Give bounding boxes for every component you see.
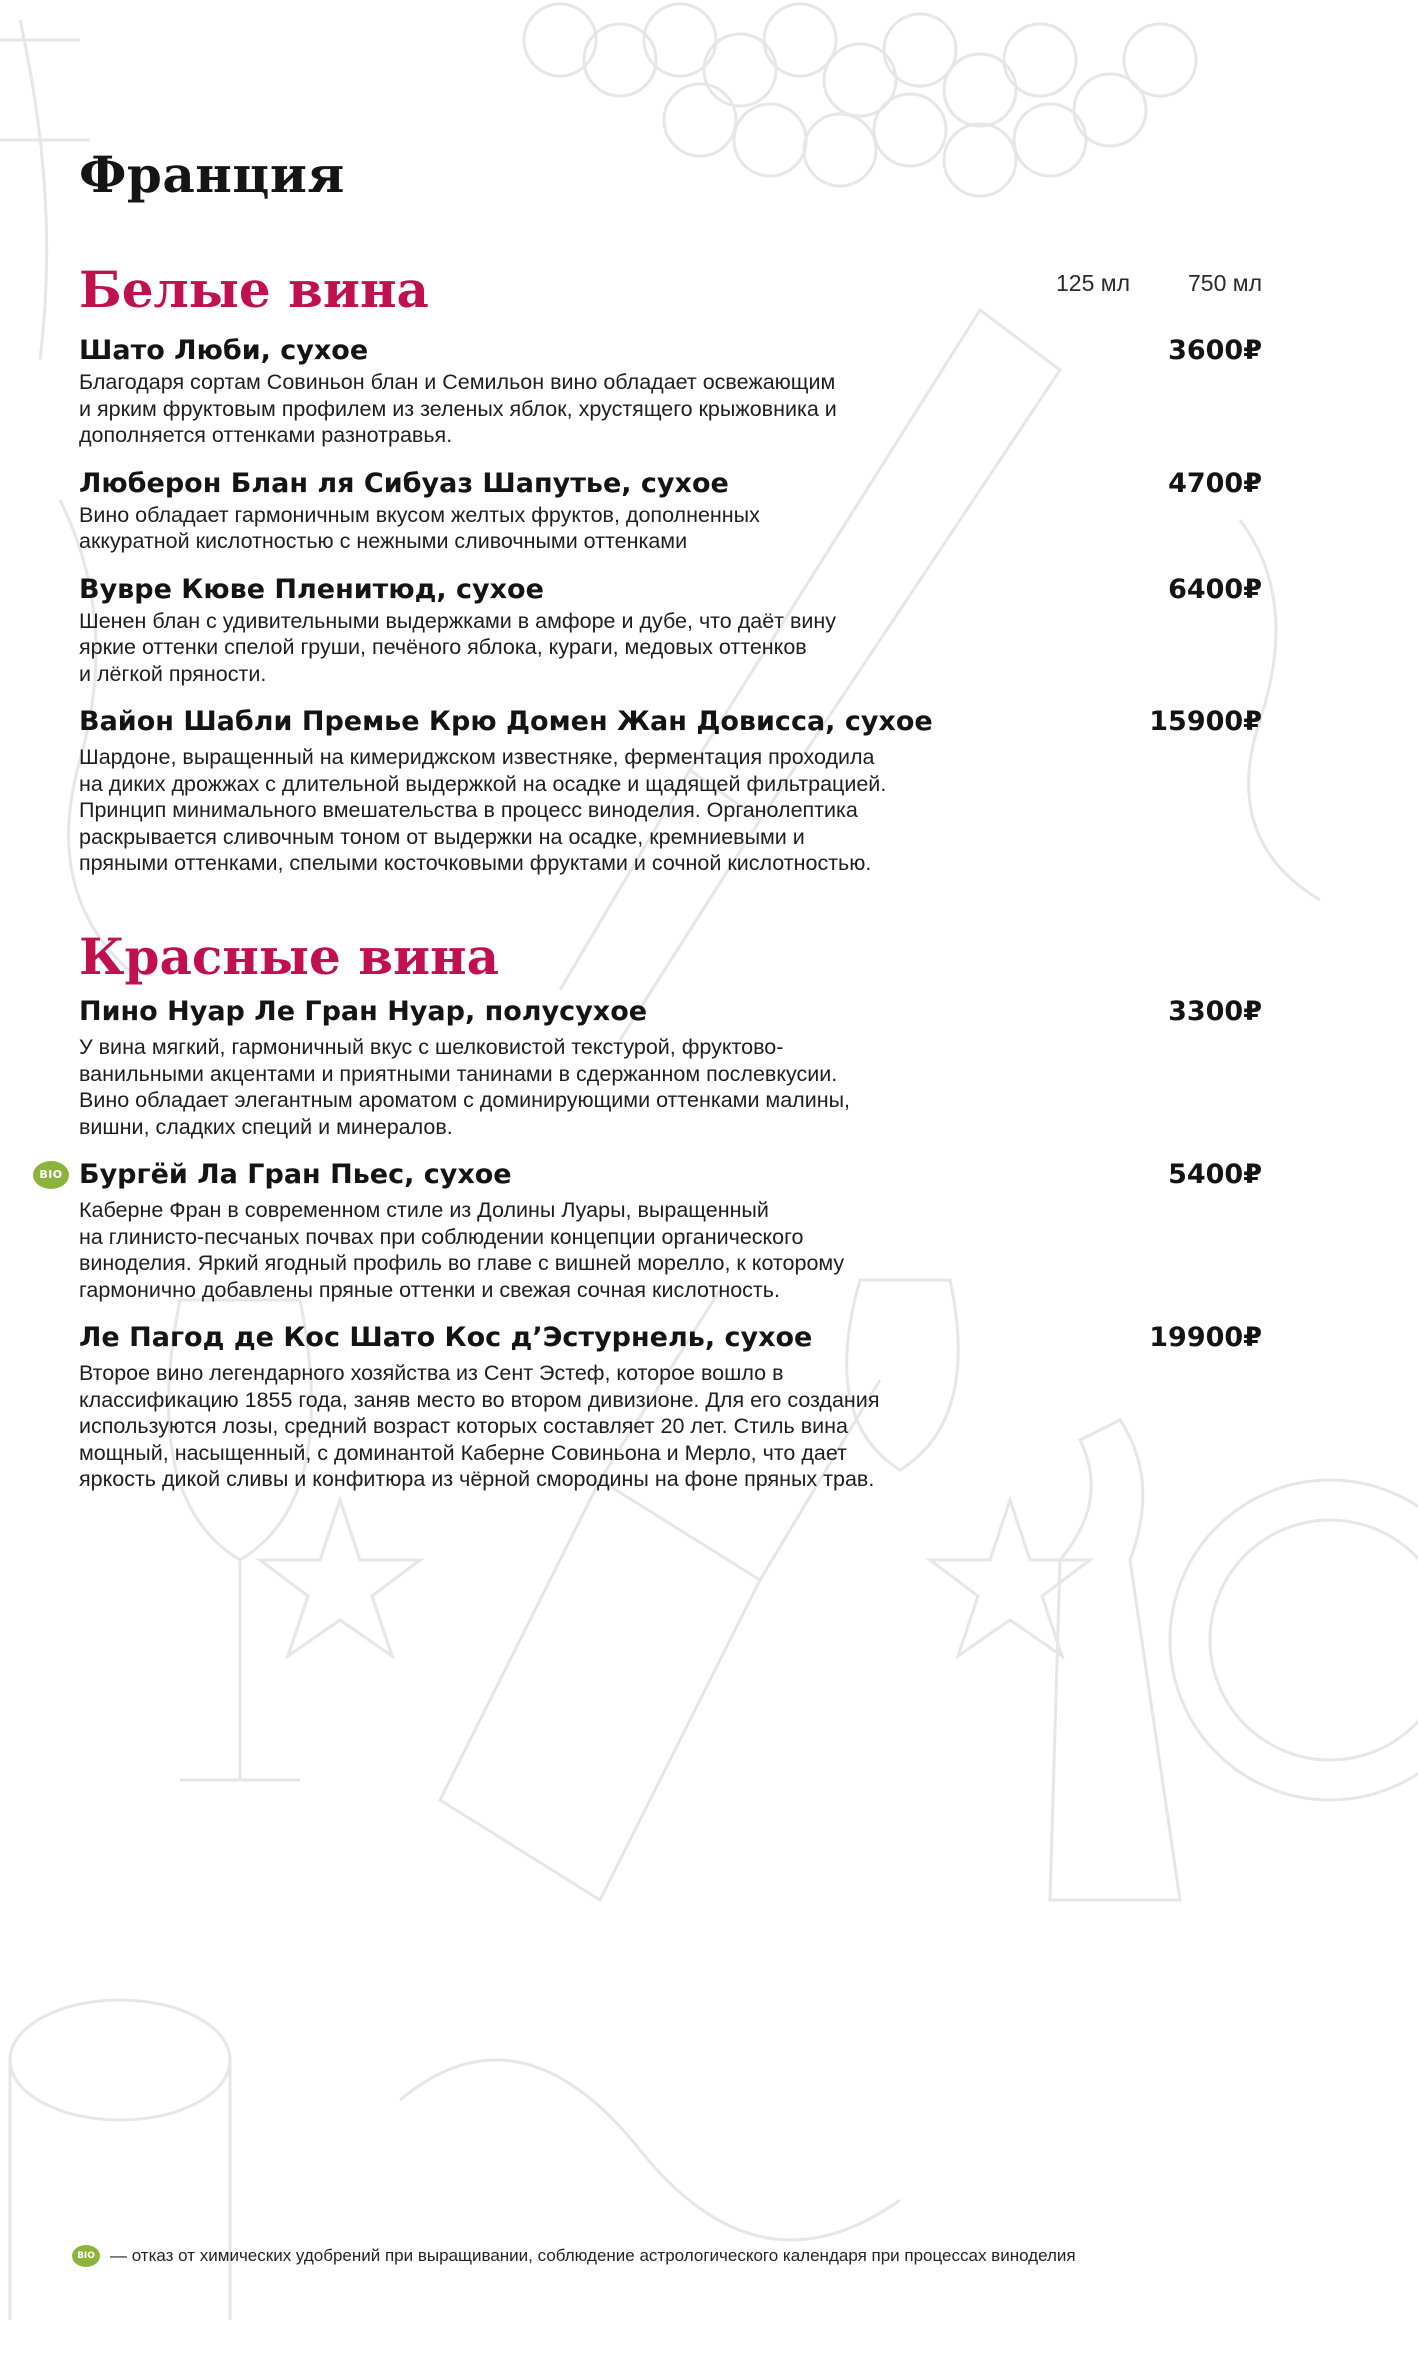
wine-item	[79, 1320, 1264, 1493]
wine-price: 4700₽	[1168, 467, 1262, 499]
wine-price: 6400₽	[1168, 573, 1262, 605]
volume-glass-label: 125 мл	[1056, 270, 1130, 296]
wine-item	[79, 994, 1264, 1140]
wine-item	[79, 466, 1264, 555]
wine-item	[79, 333, 1264, 449]
wine-name: Люберон Блан ля Сибуаз Шапутье, сухое	[79, 467, 729, 499]
wine-item	[79, 572, 1264, 688]
menu-page	[39, 0, 1264, 2363]
wine-description: Благодаря сортам Совиньон блан и Семильон вино обладает освежающим и ярким фруктовым профилем из зеленых яблок, хрустящего крыжовника и дополняется оттенками разнотравья.	[79, 370, 837, 447]
volume-bottle-label: 750 мл	[1188, 270, 1262, 296]
wine-description: Шардоне, выращенный на кимериджском известняке, ферментация проходила на диких дрожжах с длительной выдержкой на осадке и щадящей фильтрацией. Принцип минимального вмешательства в процесс виноделия. Органолептика раскрывается сливочным тоном от выдержки на осадке, кремниевыми и пряными оттенками, спелыми косточковыми фруктами и сочной кислотностью.	[79, 745, 887, 875]
bio-badge: BIO	[33, 1161, 69, 1189]
wine-price: 19900₽	[1149, 1322, 1262, 1353]
wine-item	[39, 1157, 1264, 1303]
wine-item	[79, 704, 1264, 877]
wine-price: 3300₽	[1168, 996, 1262, 1027]
country-title: Франция	[79, 145, 345, 204]
wine-description: Вино обладает гармоничным вкусом желтых фруктов, дополненных аккуратной кислотностью с нежными сливочными оттенками	[79, 502, 760, 553]
wine-description: Второе вино легендарного хозяйства из Сент Эстеф, которое вошло в классификацию 1855 года, заняв место во втором дивизионе. Для его создания используются лозы, средний возраст которых составляет 20 лет. Стиль вина мощный, насыщенный, с доминантой Каберне Совиньона и Мерло, что дает яркость дикой сливы и конфитюра из чёрной смородины на фоне пряных трав.	[79, 1361, 880, 1491]
wine-name: Пино Нуар Ле Гран Нуар, полусухое	[79, 996, 648, 1027]
wine-price: 3600₽	[1168, 335, 1262, 366]
footnote-text: — отказ от химических удобрений при выращивании, соблюдение астрологического календаря при процессах виноделия	[110, 2246, 1076, 2265]
section-title: Красные вина	[79, 927, 500, 986]
bio-badge: BIO	[72, 2245, 100, 2267]
wine-name: Ле Пагод де Кос Шато Кос д’Эстурнель, сухое	[79, 1322, 813, 1353]
wine-description: Шенен блан с удивительными выдержками в амфоре и дубе, что даёт вину яркие оттенки спелой груши, печёного яблока, кураги, медовых оттенков и лёгкой пряности.	[79, 608, 837, 686]
wine-name: Вувре Кюве Пленитюд, сухое	[79, 573, 544, 605]
wine-price: 15900₽	[1149, 706, 1262, 737]
section-red-wines	[39, 927, 1264, 1493]
section-white-wines	[79, 260, 1264, 877]
bio-footnote	[72, 2242, 1172, 2272]
wine-description: У вина мягкий, гармоничный вкус с шелковистой текстурой, фруктово- ванильными акцентами и приятными танинами в сдержанном послевкусии. Вино обладает элегантным ароматом с доминирующими оттенками малины, вишни, сладких специй и минералов.	[79, 1035, 851, 1139]
wine-name: Бургёй Ла Гран Пьес, сухое	[79, 1159, 512, 1190]
wine-name: Шато Люби, сухое	[79, 335, 369, 366]
section-title: Белые вина	[79, 260, 429, 319]
wine-name: Вайон Шабли Премье Крю Домен Жан Довисса, сухое	[79, 706, 933, 737]
wine-price: 5400₽	[1168, 1159, 1262, 1190]
wine-description: Каберне Фран в современном стиле из Долины Луары, выращенный на глинисто-песчаных почвах при соблюдении концепции органического виноделия. Яркий ягодный профиль во главе с вишней морелло, к которому гармонично добавлены пряные оттенки и свежая сочная кислотность.	[79, 1198, 845, 1302]
